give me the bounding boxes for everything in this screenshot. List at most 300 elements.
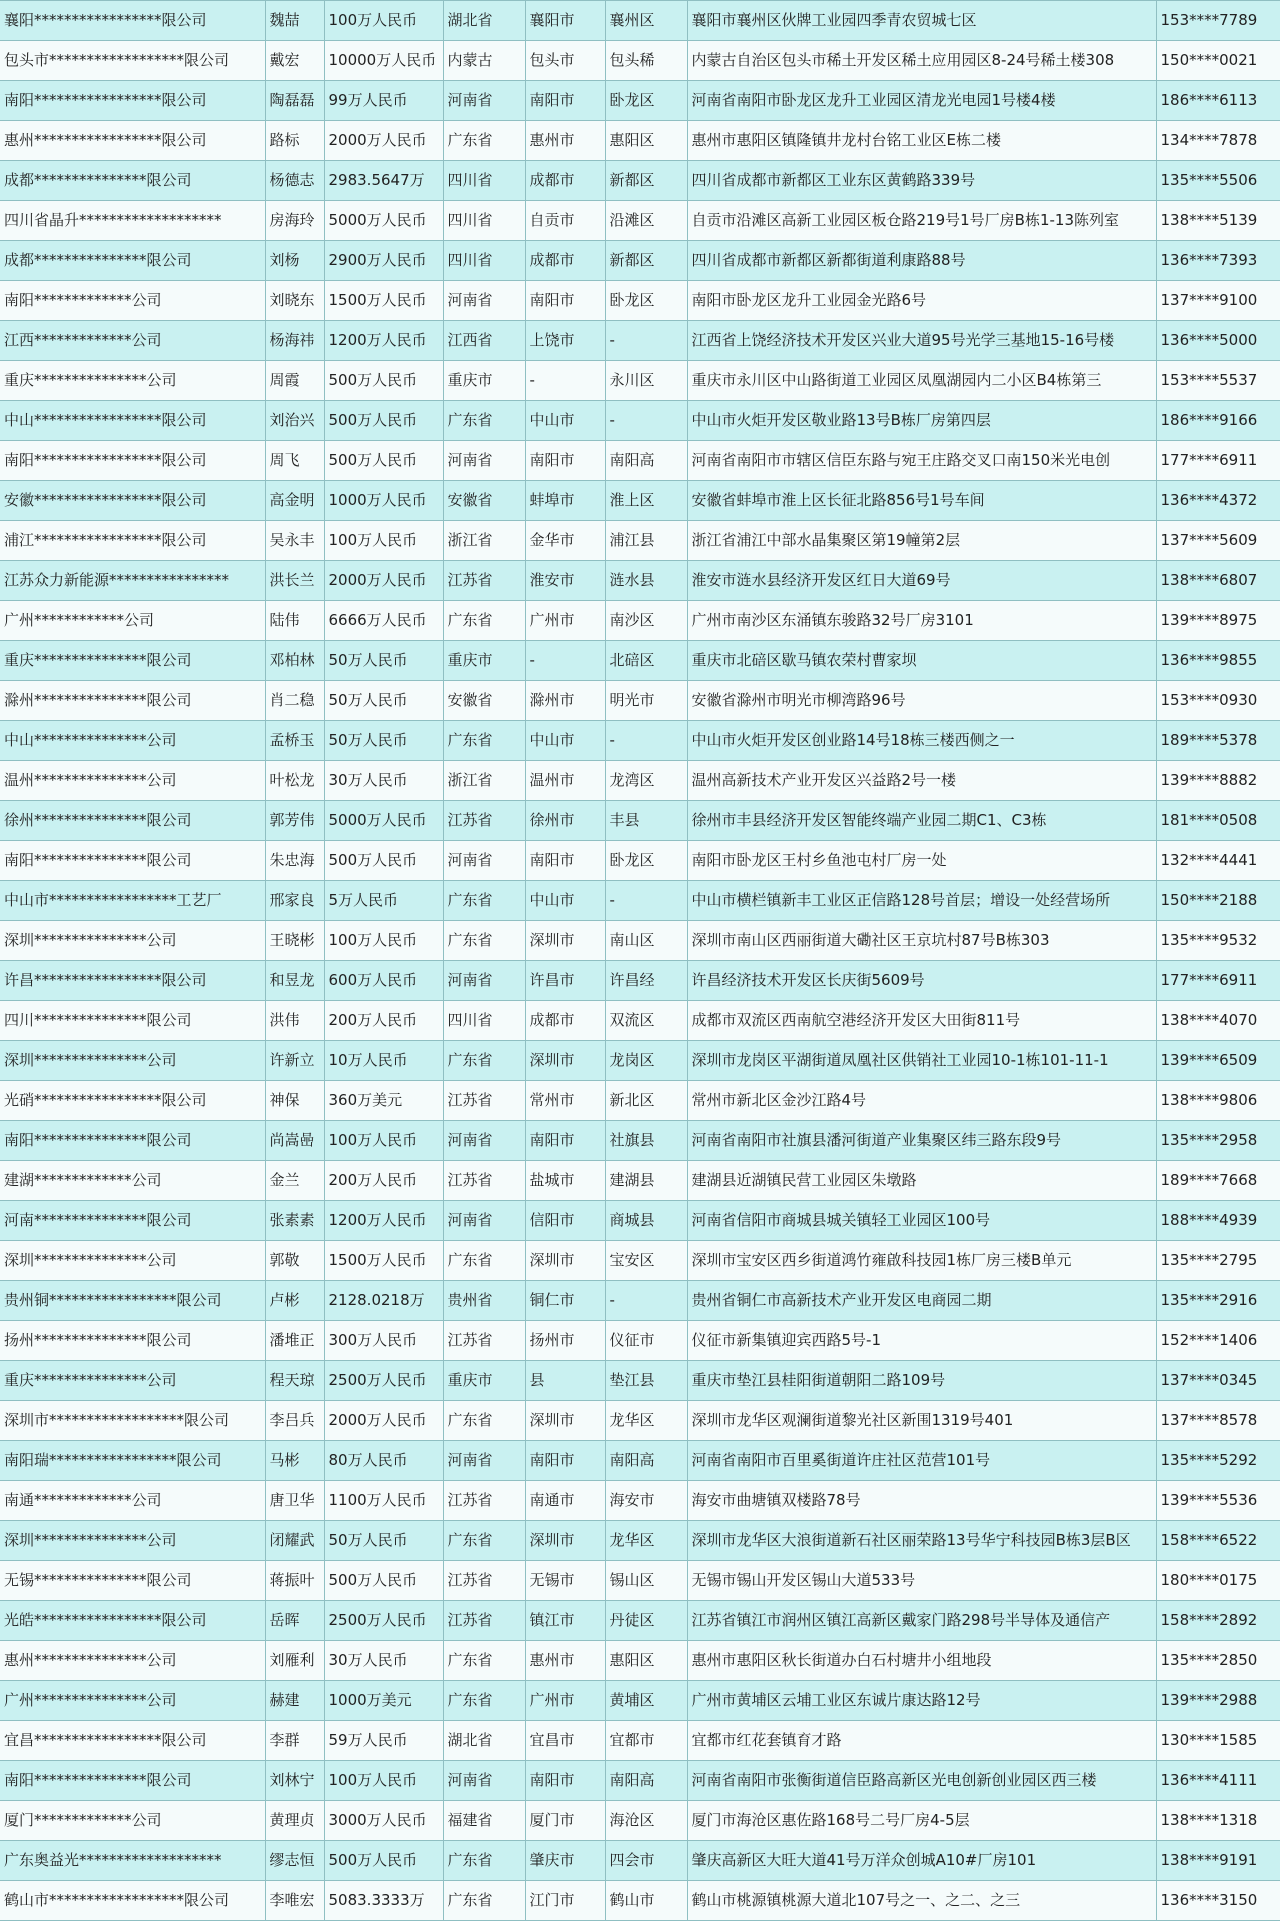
table-row: [0, 201, 1280, 241]
district-cell: 永川区: [605, 361, 687, 401]
district-cell: 海安市: [605, 1481, 687, 1521]
city-cell: 扬州市: [525, 1321, 605, 1361]
company-name-cell: 四川***************限公司: [0, 1001, 265, 1041]
district-cell: -: [605, 721, 687, 761]
phone-cell: 186****9166: [1156, 401, 1280, 441]
company-name-cell: 宜昌*****************限公司: [0, 1721, 265, 1761]
address-cell: 襄阳市襄州区伙牌工业园四季青农贸城七区: [687, 1, 1156, 41]
province-cell: 广东省: [443, 721, 525, 761]
address-cell: 安徽省蚌埠市淮上区长征北路856号1号车间: [687, 481, 1156, 521]
city-cell: 中山市: [525, 881, 605, 921]
city-cell: 蚌埠市: [525, 481, 605, 521]
legal-rep-cell: 郭芳伟: [265, 801, 324, 841]
city-cell: 深圳市: [525, 1041, 605, 1081]
province-cell: 河南省: [443, 1441, 525, 1481]
table-row: [0, 401, 1280, 441]
legal-rep-cell: 和昱龙: [265, 961, 324, 1001]
address-cell: 温州高新技术产业开发区兴益路2号一楼: [687, 761, 1156, 801]
table-row: [0, 321, 1280, 361]
city-cell: 深圳市: [525, 921, 605, 961]
legal-rep-cell: 黄理贞: [265, 1801, 324, 1841]
table-row: [0, 681, 1280, 721]
phone-cell: 138****4070: [1156, 1001, 1280, 1041]
phone-cell: 138****9806: [1156, 1081, 1280, 1121]
registered-capital-cell: 100万人民币: [324, 921, 443, 961]
company-name-cell: 南阳*****************限公司: [0, 441, 265, 481]
province-cell: 河南省: [443, 1121, 525, 1161]
address-cell: 河南省南阳市市辖区信臣东路与宛王庄路交叉口南150米光电创: [687, 441, 1156, 481]
company-name-cell: 南阳***************限公司: [0, 1761, 265, 1801]
legal-rep-cell: 朱忠海: [265, 841, 324, 881]
province-cell: 内蒙古: [443, 41, 525, 81]
table-row: [0, 1641, 1280, 1681]
registered-capital-cell: 50万人民币: [324, 721, 443, 761]
table-row: [0, 1601, 1280, 1641]
table-row: [0, 921, 1280, 961]
company-name-cell: 厦门*************公司: [0, 1801, 265, 1841]
address-cell: 无锡市锡山开发区锡山大道533号: [687, 1561, 1156, 1601]
address-cell: 常州市新北区金沙江路4号: [687, 1081, 1156, 1121]
company-name-cell: 深圳市******************限公司: [0, 1401, 265, 1441]
table-row: [0, 1681, 1280, 1721]
phone-cell: 158****6522: [1156, 1521, 1280, 1561]
address-cell: 徐州市丰县经济开发区智能终端产业园二期C1、C3栋: [687, 801, 1156, 841]
legal-rep-cell: 神保: [265, 1081, 324, 1121]
province-cell: 四川省: [443, 1001, 525, 1041]
district-cell: -: [605, 1281, 687, 1321]
province-cell: 广东省: [443, 1041, 525, 1081]
legal-rep-cell: 刘晓东: [265, 281, 324, 321]
phone-cell: 135****5292: [1156, 1441, 1280, 1481]
district-cell: 新都区: [605, 241, 687, 281]
legal-rep-cell: 周飞: [265, 441, 324, 481]
district-cell: 龙湾区: [605, 761, 687, 801]
registered-capital-cell: 1200万人民币: [324, 321, 443, 361]
registered-capital-cell: 2128.0218万: [324, 1281, 443, 1321]
city-cell: 南通市: [525, 1481, 605, 1521]
address-cell: 广州市黄埔区云埔工业区东诚片康达路12号: [687, 1681, 1156, 1721]
address-cell: 南阳市卧龙区王村乡鱼池屯村厂房一处: [687, 841, 1156, 881]
table-row: [0, 1041, 1280, 1081]
city-cell: 南阳市: [525, 1441, 605, 1481]
province-cell: 广东省: [443, 1241, 525, 1281]
company-name-cell: 徐州***************限公司: [0, 801, 265, 841]
legal-rep-cell: 邢家良: [265, 881, 324, 921]
city-cell: -: [525, 641, 605, 681]
address-cell: 肇庆高新区大旺大道41号万洋众创城A10#厂房101: [687, 1841, 1156, 1881]
province-cell: 重庆市: [443, 361, 525, 401]
address-cell: 海安市曲塘镇双楼路78号: [687, 1481, 1156, 1521]
phone-cell: 150****0021: [1156, 41, 1280, 81]
province-cell: 广东省: [443, 1401, 525, 1441]
district-cell: 新北区: [605, 1081, 687, 1121]
address-cell: 自贡市沿滩区高新工业园区板仓路219号1号厂房B栋1-13陈列室: [687, 201, 1156, 241]
district-cell: -: [605, 401, 687, 441]
legal-rep-cell: 戴宏: [265, 41, 324, 81]
district-cell: 新都区: [605, 161, 687, 201]
table-row: [0, 1201, 1280, 1241]
province-cell: 贵州省: [443, 1281, 525, 1321]
address-cell: 南阳市卧龙区龙升工业园金光路6号: [687, 281, 1156, 321]
city-cell: 无锡市: [525, 1561, 605, 1601]
address-cell: 成都市双流区西南航空港经济开发区大田街811号: [687, 1001, 1156, 1041]
company-name-cell: 滁州***************限公司: [0, 681, 265, 721]
legal-rep-cell: 刘杨: [265, 241, 324, 281]
table-row: [0, 281, 1280, 321]
company-name-cell: 广东奥益光*******************: [0, 1841, 265, 1881]
legal-rep-cell: 洪长兰: [265, 561, 324, 601]
address-cell: 中山市火炬开发区敬业路13号B栋厂房第四层: [687, 401, 1156, 441]
phone-cell: 153****7789: [1156, 1, 1280, 41]
address-cell: 深圳市南山区西丽街道大磡社区王京坑村87号B栋303: [687, 921, 1156, 961]
province-cell: 广东省: [443, 1841, 525, 1881]
province-cell: 重庆市: [443, 1361, 525, 1401]
city-cell: 常州市: [525, 1081, 605, 1121]
province-cell: 广东省: [443, 1641, 525, 1681]
phone-cell: 136****5000: [1156, 321, 1280, 361]
city-cell: 深圳市: [525, 1401, 605, 1441]
company-name-cell: 广州************公司: [0, 601, 265, 641]
legal-rep-cell: 吴永丰: [265, 521, 324, 561]
district-cell: 涟水县: [605, 561, 687, 601]
company-name-cell: 安徽*****************限公司: [0, 481, 265, 521]
legal-rep-cell: 杨德志: [265, 161, 324, 201]
legal-rep-cell: 李唯宏: [265, 1881, 324, 1921]
table-row: [0, 1521, 1280, 1561]
registered-capital-cell: 600万人民币: [324, 961, 443, 1001]
legal-rep-cell: 肖二稳: [265, 681, 324, 721]
district-cell: 锡山区: [605, 1561, 687, 1601]
city-cell: 淮安市: [525, 561, 605, 601]
province-cell: 江西省: [443, 321, 525, 361]
province-cell: 江苏省: [443, 1601, 525, 1641]
phone-cell: 138****6807: [1156, 561, 1280, 601]
district-cell: 南阳高: [605, 1761, 687, 1801]
province-cell: 广东省: [443, 1881, 525, 1921]
phone-cell: 153****5537: [1156, 361, 1280, 401]
legal-rep-cell: 路标: [265, 121, 324, 161]
province-cell: 浙江省: [443, 761, 525, 801]
district-cell: 襄州区: [605, 1, 687, 41]
address-cell: 贵州省铜仁市高新技术产业开发区电商园二期: [687, 1281, 1156, 1321]
city-cell: 宜昌市: [525, 1721, 605, 1761]
registered-capital-cell: 1500万人民币: [324, 281, 443, 321]
province-cell: 安徽省: [443, 681, 525, 721]
district-cell: 南阳高: [605, 441, 687, 481]
legal-rep-cell: 洪伟: [265, 1001, 324, 1041]
registered-capital-cell: 50万人民币: [324, 641, 443, 681]
phone-cell: 139****8975: [1156, 601, 1280, 641]
legal-rep-cell: 杨海祎: [265, 321, 324, 361]
city-cell: 许昌市: [525, 961, 605, 1001]
company-name-cell: 重庆***************公司: [0, 361, 265, 401]
district-cell: 卧龙区: [605, 841, 687, 881]
district-cell: 社旗县: [605, 1121, 687, 1161]
province-cell: 河南省: [443, 81, 525, 121]
legal-rep-cell: 高金明: [265, 481, 324, 521]
table-row: [0, 521, 1280, 561]
company-name-cell: 南阳***************限公司: [0, 1121, 265, 1161]
company-name-cell: 襄阳*****************限公司: [0, 1, 265, 41]
registered-capital-cell: 99万人民币: [324, 81, 443, 121]
district-cell: -: [605, 321, 687, 361]
registered-capital-cell: 100万人民币: [324, 521, 443, 561]
address-cell: 中山市横栏镇新丰工业区正信路128号首层；增设一处经营场所: [687, 881, 1156, 921]
table-row: [0, 881, 1280, 921]
company-name-cell: 深圳***************公司: [0, 1241, 265, 1281]
address-cell: 深圳市宝安区西乡街道鸿竹雍啟科技园1栋厂房三楼B单元: [687, 1241, 1156, 1281]
province-cell: 江苏省: [443, 1481, 525, 1521]
province-cell: 四川省: [443, 201, 525, 241]
province-cell: 江苏省: [443, 1561, 525, 1601]
province-cell: 浙江省: [443, 521, 525, 561]
district-cell: 丰县: [605, 801, 687, 841]
phone-cell: 158****2892: [1156, 1601, 1280, 1641]
address-cell: 四川省成都市新都区工业东区黄鹤路339号: [687, 161, 1156, 201]
registered-capital-cell: 30万人民币: [324, 1641, 443, 1681]
table-row: [0, 1441, 1280, 1481]
address-cell: 惠州市惠阳区秋长街道办白石村塘井小组地段: [687, 1641, 1156, 1681]
city-cell: 上饶市: [525, 321, 605, 361]
city-cell: 深圳市: [525, 1521, 605, 1561]
phone-cell: 139****8882: [1156, 761, 1280, 801]
city-cell: 广州市: [525, 1681, 605, 1721]
table-row: [0, 1801, 1280, 1841]
district-cell: 淮上区: [605, 481, 687, 521]
legal-rep-cell: 郭敬: [265, 1241, 324, 1281]
legal-rep-cell: 金兰: [265, 1161, 324, 1201]
address-cell: 宜都市红花套镇育才路: [687, 1721, 1156, 1761]
province-cell: 重庆市: [443, 641, 525, 681]
district-cell: 垫江县: [605, 1361, 687, 1401]
phone-cell: 180****0175: [1156, 1561, 1280, 1601]
city-cell: 成都市: [525, 1001, 605, 1041]
phone-cell: 177****6911: [1156, 441, 1280, 481]
company-name-cell: 成都***************限公司: [0, 161, 265, 201]
table-row: [0, 761, 1280, 801]
district-cell: 海沧区: [605, 1801, 687, 1841]
phone-cell: 135****2850: [1156, 1641, 1280, 1681]
legal-rep-cell: 李吕兵: [265, 1401, 324, 1441]
phone-cell: 189****7668: [1156, 1161, 1280, 1201]
address-cell: 深圳市龙华区大浪街道新石社区丽荣路13号华宁科技园B栋3层B区: [687, 1521, 1156, 1561]
registered-capital-cell: 3000万人民币: [324, 1801, 443, 1841]
city-cell: 自贡市: [525, 201, 605, 241]
phone-cell: 136****3150: [1156, 1881, 1280, 1921]
phone-cell: 136****4111: [1156, 1761, 1280, 1801]
district-cell: 许昌经: [605, 961, 687, 1001]
address-cell: 河南省南阳市张衡街道信臣路高新区光电创新创业园区西三楼: [687, 1761, 1156, 1801]
address-cell: 建湖县近湖镇民营工业园区朱墩路: [687, 1161, 1156, 1201]
city-cell: 南阳市: [525, 1761, 605, 1801]
phone-cell: 153****0930: [1156, 681, 1280, 721]
province-cell: 广东省: [443, 121, 525, 161]
registered-capital-cell: 5000万人民币: [324, 201, 443, 241]
city-cell: 徐州市: [525, 801, 605, 841]
district-cell: 双流区: [605, 1001, 687, 1041]
registered-capital-cell: 5万人民币: [324, 881, 443, 921]
address-cell: 河南省南阳市卧龙区龙升工业园区清龙光电园1号楼4楼: [687, 81, 1156, 121]
phone-cell: 139****6509: [1156, 1041, 1280, 1081]
company-name-cell: 深圳***************公司: [0, 1521, 265, 1561]
district-cell: 龙华区: [605, 1521, 687, 1561]
address-cell: 惠州市惠阳区镇隆镇井龙村台铭工业区E栋二楼: [687, 121, 1156, 161]
table-row: [0, 1081, 1280, 1121]
district-cell: 龙华区: [605, 1401, 687, 1441]
registered-capital-cell: 50万人民币: [324, 1521, 443, 1561]
company-name-cell: 许昌*****************限公司: [0, 961, 265, 1001]
city-cell: 镇江市: [525, 1601, 605, 1641]
phone-cell: 135****9532: [1156, 921, 1280, 961]
district-cell: 鹤山市: [605, 1881, 687, 1921]
table-row: [0, 1, 1280, 41]
phone-cell: 138****1318: [1156, 1801, 1280, 1841]
table-row: [0, 721, 1280, 761]
province-cell: 河南省: [443, 961, 525, 1001]
province-cell: 广东省: [443, 1521, 525, 1561]
registered-capital-cell: 59万人民币: [324, 1721, 443, 1761]
table-row: [0, 801, 1280, 841]
table-row: [0, 841, 1280, 881]
address-cell: 广州市南沙区东涌镇东骏路32号厂房3101: [687, 601, 1156, 641]
registered-capital-cell: 5000万人民币: [324, 801, 443, 841]
province-cell: 广东省: [443, 881, 525, 921]
legal-rep-cell: 刘雁利: [265, 1641, 324, 1681]
city-cell: 广州市: [525, 601, 605, 641]
legal-rep-cell: 闭耀武: [265, 1521, 324, 1561]
table-row: [0, 1281, 1280, 1321]
company-name-cell: 南阳*************公司: [0, 281, 265, 321]
phone-cell: 152****1406: [1156, 1321, 1280, 1361]
city-cell: 南阳市: [525, 281, 605, 321]
table-row: [0, 1761, 1280, 1801]
table-row: [0, 1561, 1280, 1601]
registered-capital-cell: 100万人民币: [324, 1121, 443, 1161]
registered-capital-cell: 200万人民币: [324, 1001, 443, 1041]
table-row: [0, 1241, 1280, 1281]
district-cell: 丹徒区: [605, 1601, 687, 1641]
phone-cell: 136****4372: [1156, 481, 1280, 521]
phone-cell: 138****5139: [1156, 201, 1280, 241]
company-name-cell: 重庆***************公司: [0, 1361, 265, 1401]
province-cell: 广东省: [443, 601, 525, 641]
address-cell: 厦门市海沧区惠佐路168号二号厂房4-5层: [687, 1801, 1156, 1841]
province-cell: 江苏省: [443, 1081, 525, 1121]
company-name-cell: 河南***************限公司: [0, 1201, 265, 1241]
table-row: [0, 481, 1280, 521]
city-cell: 惠州市: [525, 121, 605, 161]
province-cell: 广东省: [443, 401, 525, 441]
company-name-cell: 中山市*****************工艺厂: [0, 881, 265, 921]
table-row: [0, 81, 1280, 121]
legal-rep-cell: 卢彬: [265, 1281, 324, 1321]
company-name-cell: 南阳***************限公司: [0, 841, 265, 881]
phone-cell: 135****2795: [1156, 1241, 1280, 1281]
phone-cell: 135****2958: [1156, 1121, 1280, 1161]
address-cell: 河南省南阳市社旗县潘河街道产业集聚区纬三路东段9号: [687, 1121, 1156, 1161]
table-row: [0, 1721, 1280, 1761]
company-name-cell: 深圳***************公司: [0, 1041, 265, 1081]
table-row: [0, 1361, 1280, 1401]
address-cell: 重庆市永川区中山路街道工业园区凤凰湖园内二小区B4栋第三: [687, 361, 1156, 401]
company-name-cell: 中山***************公司: [0, 721, 265, 761]
address-cell: 四川省成都市新都区新都街道利康路88号: [687, 241, 1156, 281]
company-name-cell: 江西*************公司: [0, 321, 265, 361]
address-cell: 鹤山市桃源镇桃源大道北107号之一、之二、之三: [687, 1881, 1156, 1921]
district-cell: 仪征市: [605, 1321, 687, 1361]
city-cell: 温州市: [525, 761, 605, 801]
phone-cell: 139****2988: [1156, 1681, 1280, 1721]
company-name-cell: 包头市******************限公司: [0, 41, 265, 81]
phone-cell: 136****7393: [1156, 241, 1280, 281]
legal-rep-cell: 邓柏林: [265, 641, 324, 681]
registered-capital-cell: 2000万人民币: [324, 1401, 443, 1441]
registered-capital-cell: 10万人民币: [324, 1041, 443, 1081]
company-name-cell: 建湖*************公司: [0, 1161, 265, 1201]
phone-cell: 137****8578: [1156, 1401, 1280, 1441]
district-cell: 南山区: [605, 921, 687, 961]
legal-rep-cell: 叶松龙: [265, 761, 324, 801]
legal-rep-cell: 张素素: [265, 1201, 324, 1241]
registered-capital-cell: 1100万人民币: [324, 1481, 443, 1521]
district-cell: 龙岗区: [605, 1041, 687, 1081]
district-cell: 惠阳区: [605, 1641, 687, 1681]
province-cell: 广东省: [443, 1681, 525, 1721]
district-cell: 宝安区: [605, 1241, 687, 1281]
district-cell: 南沙区: [605, 601, 687, 641]
address-cell: 重庆市垫江县桂阳街道朝阳二路109号: [687, 1361, 1156, 1401]
district-cell: -: [605, 881, 687, 921]
registered-capital-cell: 360万美元: [324, 1081, 443, 1121]
table-row: [0, 41, 1280, 81]
district-cell: 黄埔区: [605, 1681, 687, 1721]
address-cell: 深圳市龙岗区平湖街道凤凰社区供销社工业园10-1栋101-11-1: [687, 1041, 1156, 1081]
company-name-cell: 重庆***************限公司: [0, 641, 265, 681]
phone-cell: 139****5536: [1156, 1481, 1280, 1521]
legal-rep-cell: 缪志恒: [265, 1841, 324, 1881]
city-cell: 铜仁市: [525, 1281, 605, 1321]
table-row: [0, 1481, 1280, 1521]
registered-capital-cell: 200万人民币: [324, 1161, 443, 1201]
city-cell: 南阳市: [525, 841, 605, 881]
legal-rep-cell: 许新立: [265, 1041, 324, 1081]
table-row: [0, 241, 1280, 281]
province-cell: 江苏省: [443, 1161, 525, 1201]
registered-capital-cell: 500万人民币: [324, 401, 443, 441]
registered-capital-cell: 500万人民币: [324, 1841, 443, 1881]
company-name-cell: 温州***************公司: [0, 761, 265, 801]
company-name-cell: 成都***************限公司: [0, 241, 265, 281]
table-row: [0, 441, 1280, 481]
registered-capital-cell: 1000万美元: [324, 1681, 443, 1721]
phone-cell: 150****2188: [1156, 881, 1280, 921]
city-cell: 深圳市: [525, 1241, 605, 1281]
company-name-cell: 南阳*****************限公司: [0, 81, 265, 121]
city-cell: 中山市: [525, 721, 605, 761]
district-cell: 卧龙区: [605, 281, 687, 321]
legal-rep-cell: 赫建: [265, 1681, 324, 1721]
legal-rep-cell: 岳晖: [265, 1601, 324, 1641]
registered-capital-cell: 5083.3333万: [324, 1881, 443, 1921]
legal-rep-cell: 陆伟: [265, 601, 324, 641]
address-cell: 深圳市龙华区观澜街道黎光社区新围1319号401: [687, 1401, 1156, 1441]
city-cell: 中山市: [525, 401, 605, 441]
registered-capital-cell: 50万人民币: [324, 681, 443, 721]
registered-capital-cell: 300万人民币: [324, 1321, 443, 1361]
registered-capital-cell: 30万人民币: [324, 761, 443, 801]
table-row: [0, 1001, 1280, 1041]
registered-capital-cell: 2900万人民币: [324, 241, 443, 281]
